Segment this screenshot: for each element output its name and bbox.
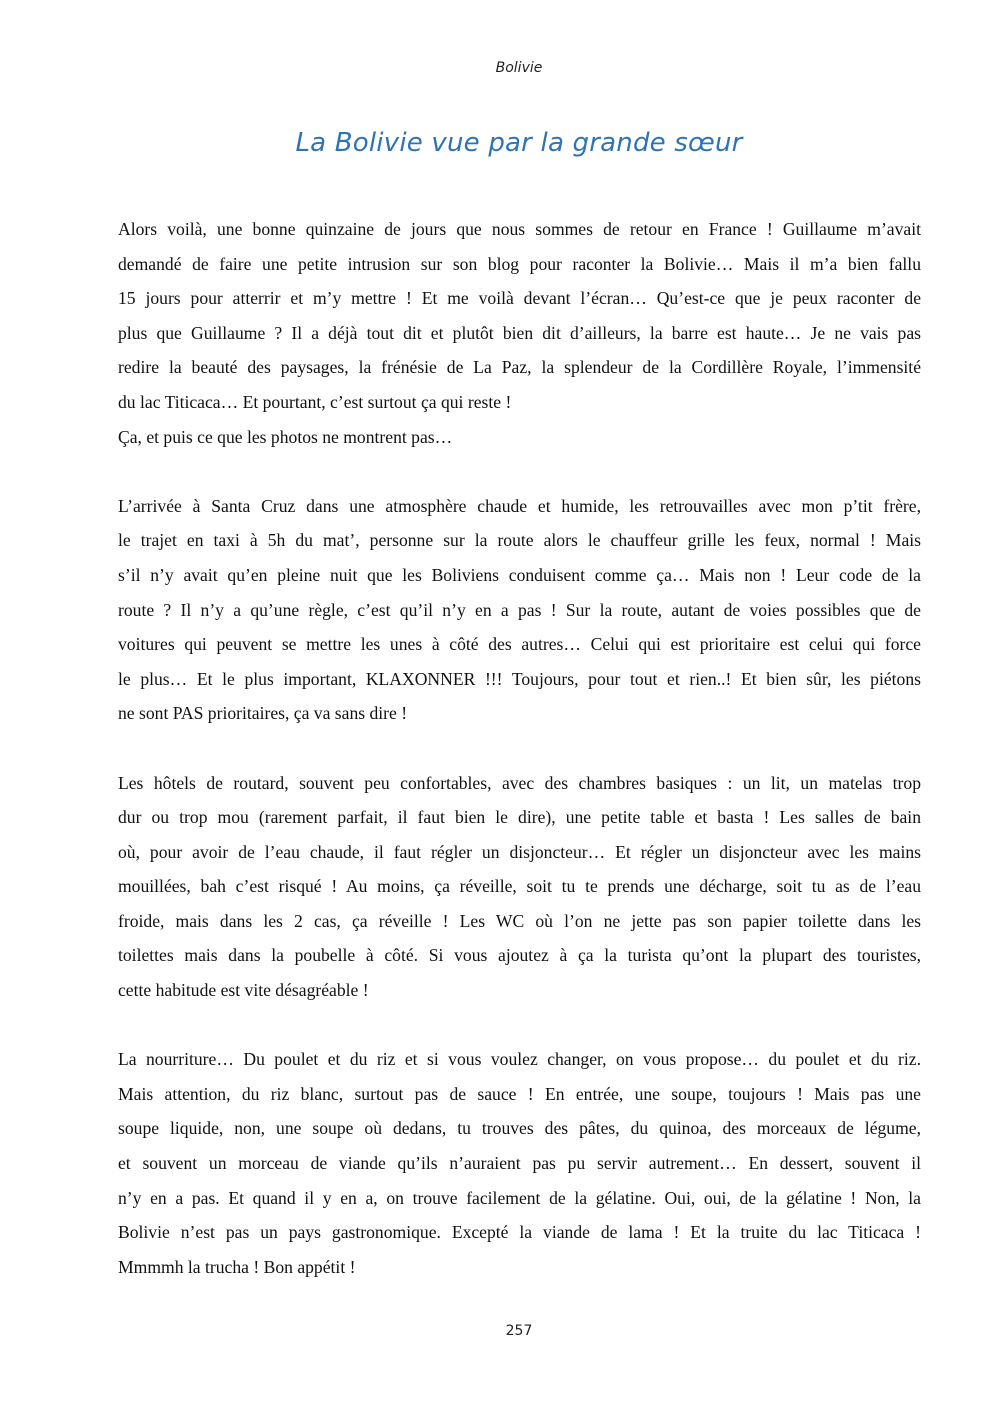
paragraph (118, 766, 921, 1008)
paragraph (118, 212, 921, 454)
paragraph (118, 1042, 921, 1284)
text-line: route ? Il n’y a qu’une règle, c’est qu’il n’y en a pas ! Sur la route, autant de voies possibles que de (118, 599, 921, 620)
text-line: froide, mais dans les 2 cas, ça réveille ! Les WC où l’on ne jette pas son papier toilette dans les (118, 910, 921, 931)
text-line: Les hôtels de routard, souvent peu confortables, avec des chambres basiques : un lit, un matelas trop (118, 772, 921, 793)
text-line: L’arrivée à Santa Cruz dans une atmosphère chaude et humide, les retrouvailles avec mon p’tit frère, (118, 495, 921, 516)
text-line: Mmmmh la trucha ! Bon appétit ! (118, 1256, 356, 1277)
text-line: voitures qui peuvent se mettre les unes à côté des autres… Celui qui est prioritaire est celui qui force (118, 634, 921, 655)
text-line: le trajet en taxi à 5h du mat’, personne sur la route alors le chauffeur grille les feux, normal ! Mais (118, 530, 921, 551)
text-line: plus que Guillaume ? Il a déjà tout dit et plutôt bien dit d’ailleurs, la barre est haute… Je ne vais pas (118, 322, 921, 343)
text-line: dur ou trop mou (rarement parfait, il faut bien le dire), une petite table et basta ! Les salles de bain (118, 807, 921, 828)
paragraph (118, 489, 921, 731)
text-line: 15 jours pour atterrir et m’y mettre ! Et me voilà devant l’écran… Qu’est-ce que je peux raconter de (118, 288, 921, 309)
text-line: et souvent un morceau de viande qu’ils n’auraient pas pu servir autrement… En dessert, souvent il (118, 1153, 921, 1174)
body-text (118, 212, 921, 1319)
text-line: du lac Titicaca… Et pourtant, c’est surtout ça qui reste ! (118, 391, 512, 412)
text-line: ne sont PAS prioritaires, ça va sans dire ! (118, 703, 408, 724)
running-head: Bolivie (495, 60, 543, 76)
text-line: soupe liquide, non, une soupe où dedans, tu trouves des pâtes, du quinoa, des morceaux de légume, (118, 1118, 921, 1139)
text-line: le plus… Et le plus important, KLAXONNER !!! Toujours, pour tout et rien..! Et bien sûr, les piétons (118, 668, 921, 689)
text-line: où, pour avoir de l’eau chaude, il faut régler un disjoncteur… Et régler un disjoncteur avec les mains (118, 841, 921, 862)
text-line: cette habitude est vite désagréable ! (118, 980, 369, 1001)
page-title: La Bolivie vue par la grande sœur (295, 128, 743, 158)
page-number: 257 (505, 1323, 533, 1339)
text-line: Ça, et puis ce que les photos ne montrent pas… (118, 426, 453, 447)
text-line: s’il n’y avait qu’en pleine nuit que les Boliviens conduisent comme ça… Mais non ! Leur code de la (118, 564, 921, 585)
text-line: Bolivie n’est pas un pays gastronomique. Excepté la viande de lama ! Et la truite du lac Titicaca ! (118, 1222, 921, 1243)
text-line: redire la beauté des paysages, la frénésie de La Paz, la splendeur de la Cordillère Royale, l’immensité (118, 357, 921, 378)
text-line: Alors voilà, une bonne quinzaine de jours que nous sommes de retour en France ! Guillaume m’avait (118, 219, 921, 239)
text-line: toilettes mais dans la poubelle à côté. Si vous ajoutez à ça la turista qu’ont la plupart des touristes, (118, 945, 921, 966)
text-line: mouillées, bah c’est risqué ! Au moins, ça réveille, soit tu te prends une décharge, soit tu as de l’eau (118, 876, 921, 897)
text-line: n’y en a pas. Et quand il y en a, on trouve facilement de la gélatine. Oui, oui, de la gélatine ! Non, la (118, 1187, 921, 1208)
text-line: demandé de faire une petite intrusion sur son blog pour raconter la Bolivie… Mais il m’a bien fallu (118, 253, 921, 274)
text-line: Mais attention, du riz blanc, surtout pas de sauce ! En entrée, une soupe, toujours ! Mais pas une (118, 1083, 921, 1104)
text-line: La nourriture… Du poulet et du riz et si vous voulez changer, on vous propose… du poulet et du riz. (118, 1049, 921, 1070)
